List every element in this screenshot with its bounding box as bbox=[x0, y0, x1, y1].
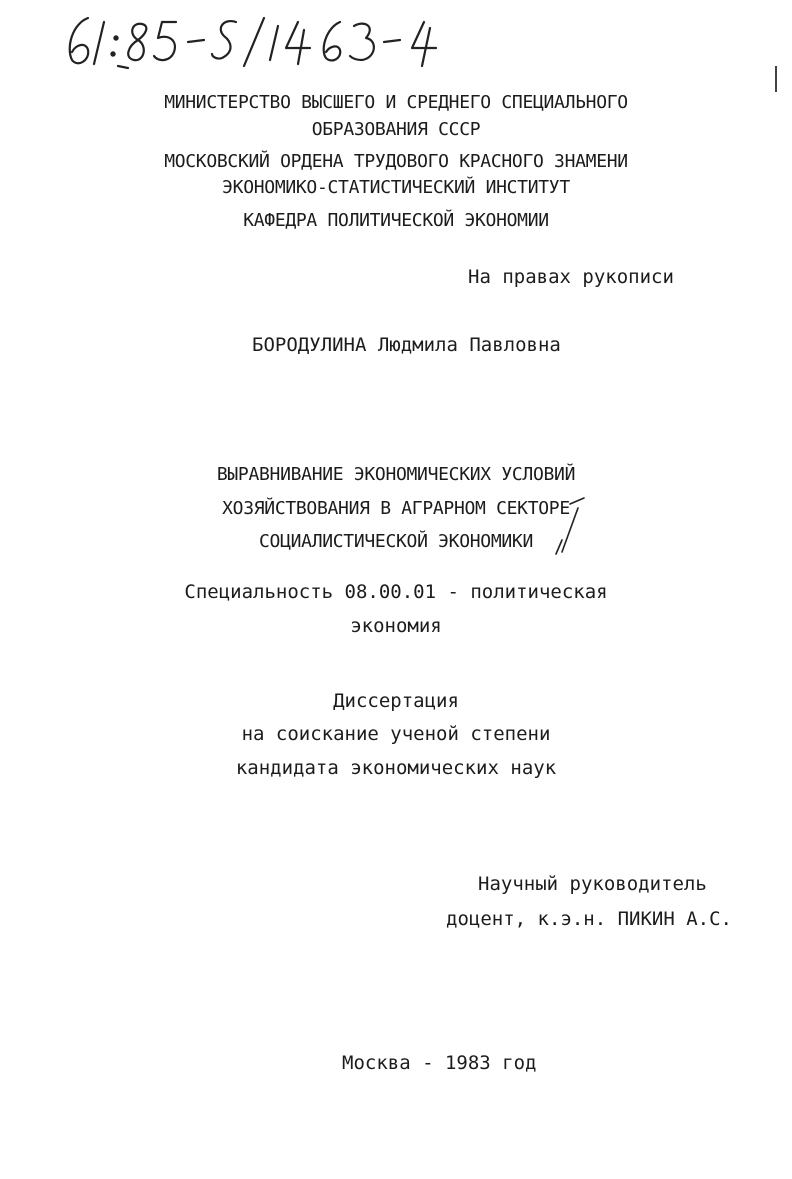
thesis-title-line-3: СОЦИАЛИСТИЧЕСКОЙ ЭКОНОМИКИ bbox=[259, 531, 533, 552]
ministry-line-1: МИНИСТЕРСТВО ВЫСШЕГО И СРЕДНЕГО СПЕЦИАЛЬНОГО bbox=[164, 92, 628, 113]
degree-line-1: Диссертация bbox=[333, 690, 459, 712]
supervisor-label: Научный руководитель bbox=[478, 873, 707, 895]
thesis-title-line-2: ХОЗЯЙСТВОВАНИЯ В АГРАРНОМ СЕКТОРЕ bbox=[222, 498, 570, 519]
handwritten-archive-mark bbox=[58, 8, 458, 70]
margin-mark bbox=[775, 66, 777, 92]
department-name: КАФЕДРА ПОЛИТИЧЕСКОЙ ЭКОНОМИИ bbox=[243, 210, 549, 231]
supervisor-name: доцент, к.э.н. ПИКИН А.С. bbox=[446, 908, 732, 930]
institute-line-1: МОСКОВСКИЙ ОРДЕНА ТРУДОВОГО КРАСНОГО ЗНАМЕНИ bbox=[164, 151, 628, 172]
title-handwritten-bracket bbox=[548, 496, 588, 558]
degree-line-3: кандидата экономических наук bbox=[235, 757, 557, 779]
ministry-line-2: ОБРАЗОВАНИЯ СССР bbox=[311, 119, 481, 140]
place-and-year: Москва - 1983 год bbox=[342, 1052, 537, 1074]
degree-line-2: на соискание ученой степени bbox=[241, 723, 551, 745]
thesis-title-line-1: ВЫРАВНИВАНИЕ ЭКОНОМИЧЕСКИХ УСЛОВИЙ bbox=[216, 464, 576, 485]
specialty-line-2: экономия bbox=[350, 615, 442, 637]
manuscript-note: На правах рукописи bbox=[468, 266, 674, 288]
author-name: БОРОДУЛИНА Людмила Павловна bbox=[252, 334, 561, 356]
specialty-line-1: Специальность 08.00.01 - политическая bbox=[184, 581, 608, 603]
institute-line-2: ЭКОНОМИКО-СТАТИСТИЧЕСКИЙ ИНСТИТУТ bbox=[222, 177, 570, 198]
